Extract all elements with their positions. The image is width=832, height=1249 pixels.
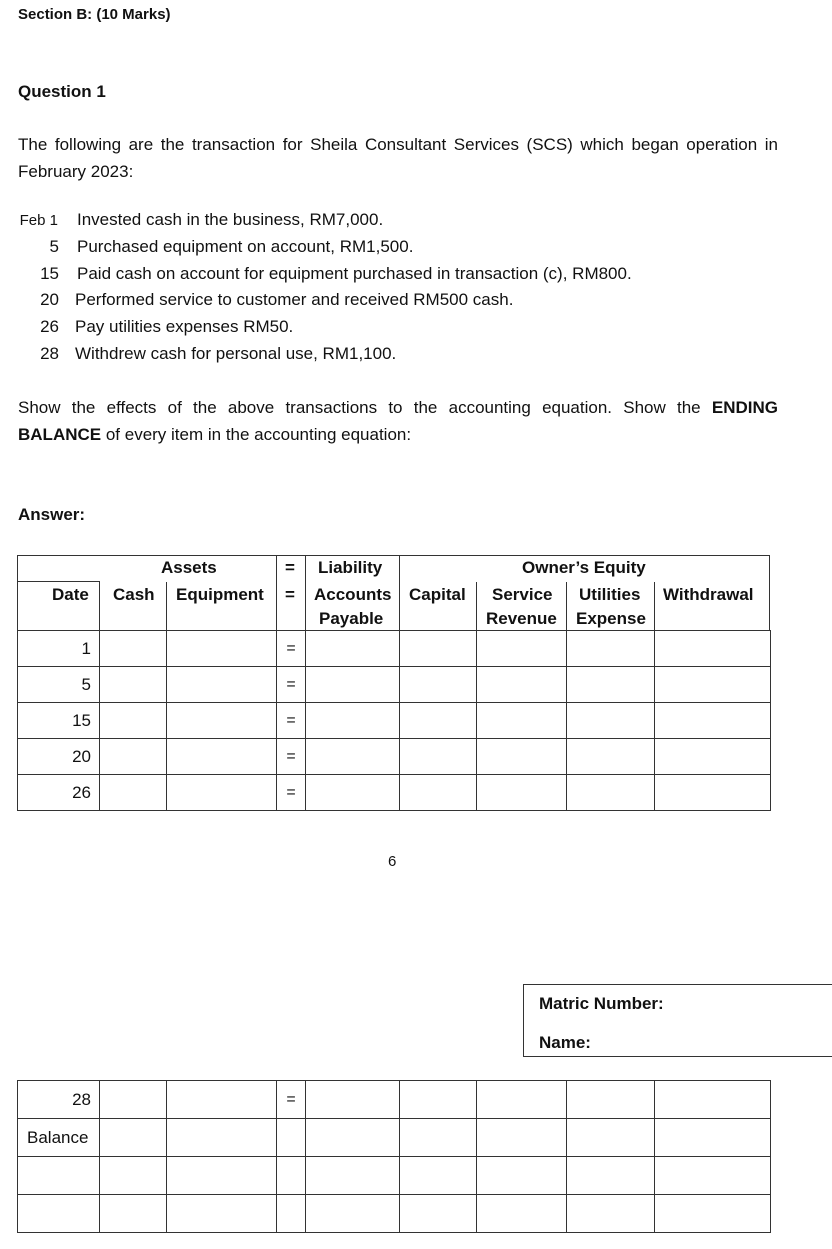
section-title: Section B: (10 Marks) [18, 6, 171, 23]
utilities-expense-cell[interactable] [567, 667, 655, 703]
equation-table-header [17, 555, 770, 631]
cash-cell[interactable] [100, 703, 167, 739]
accounts-header: Accounts [314, 585, 392, 604]
date-cell [18, 1157, 100, 1195]
date-cell: 26 [18, 775, 100, 811]
accounts-payable-cell[interactable] [306, 1119, 400, 1157]
service-revenue-cell[interactable] [477, 667, 567, 703]
page-number: 6 [388, 853, 397, 870]
transaction-text: Paid cash on account for equipment purchased in transaction (c), RM800. [77, 264, 632, 283]
cash-cell[interactable] [100, 739, 167, 775]
table-row [18, 775, 771, 811]
date-cell [18, 1195, 100, 1233]
service-revenue-cell[interactable] [477, 1081, 567, 1119]
equals-cell: = [277, 775, 306, 811]
owners-equity-header: Owner’s Equity [522, 558, 646, 577]
table-row [18, 1157, 771, 1195]
table-row [18, 631, 771, 667]
date-cell: 20 [18, 739, 100, 775]
equipment-cell[interactable] [167, 1157, 277, 1195]
equals-cell: = [277, 631, 306, 667]
matric-number-label: Matric Number: [539, 994, 664, 1013]
capital-cell[interactable] [400, 1081, 477, 1119]
transaction-day: 15 [40, 264, 59, 283]
equals-cell: = [277, 739, 306, 775]
withdrawal-cell[interactable] [655, 703, 771, 739]
service-revenue-cell[interactable] [477, 1157, 567, 1195]
date-cell: 1 [18, 631, 100, 667]
capital-cell[interactable] [400, 1157, 477, 1195]
cash-cell[interactable] [100, 1119, 167, 1157]
equals-cell [277, 1119, 306, 1157]
withdrawal-cell[interactable] [655, 1119, 771, 1157]
service-header: Service [492, 585, 553, 604]
assets-header: Assets [161, 558, 217, 577]
service-revenue-cell[interactable] [477, 775, 567, 811]
transaction-text: Purchased equipment on account, RM1,500. [77, 237, 414, 256]
cash-cell[interactable] [100, 1157, 167, 1195]
cash-cell[interactable] [100, 1081, 167, 1119]
table-row [18, 1195, 771, 1233]
table-row [18, 703, 771, 739]
equals-cell: = [277, 667, 306, 703]
utilities-expense-cell[interactable] [567, 631, 655, 667]
table-row [18, 1081, 771, 1119]
transaction-text: Pay utilities expenses RM50. [75, 317, 294, 336]
equipment-cell[interactable] [167, 1081, 277, 1119]
expense-header: Expense [576, 609, 646, 628]
utilities-expense-cell[interactable] [567, 1119, 655, 1157]
accounts-payable-cell[interactable] [306, 631, 400, 667]
capital-cell[interactable] [400, 1195, 477, 1233]
accounts-payable-cell[interactable] [306, 739, 400, 775]
withdrawal-cell[interactable] [655, 775, 771, 811]
equation-table-continued [17, 1080, 771, 1233]
question-title: Question 1 [18, 82, 106, 101]
table-row [18, 739, 771, 775]
date-cell: 5 [18, 667, 100, 703]
date-header: Date [52, 585, 89, 604]
accounts-payable-cell[interactable] [306, 667, 400, 703]
equipment-cell[interactable] [167, 703, 277, 739]
revenue-header: Revenue [486, 609, 557, 628]
withdrawal-header: Withdrawal [663, 585, 754, 604]
liability-header: Liability [318, 558, 383, 577]
equipment-cell[interactable] [167, 775, 277, 811]
withdrawal-cell[interactable] [655, 1081, 771, 1119]
instruction-text-end: of every item in the accounting equation: [101, 425, 412, 444]
equals-cell: = [277, 703, 306, 739]
student-info-box [523, 984, 832, 1057]
equipment-cell[interactable] [167, 739, 277, 775]
instruction-paragraph [18, 394, 778, 448]
withdrawal-cell[interactable] [655, 1195, 771, 1233]
capital-header: Capital [409, 585, 466, 604]
transaction-text: Performed service to customer and received RM500 cash. [75, 290, 514, 309]
answer-label: Answer: [18, 505, 86, 524]
transaction-day: 5 [49, 237, 59, 256]
balance-label: Balance [18, 1119, 100, 1157]
utilities-expense-cell[interactable] [567, 703, 655, 739]
transaction-text: Invested cash in the business, RM7,000. [77, 210, 384, 229]
utilities-expense-cell[interactable] [567, 775, 655, 811]
equipment-cell[interactable] [167, 667, 277, 703]
withdrawal-cell[interactable] [655, 631, 771, 667]
date-cell: 28 [18, 1081, 100, 1119]
accounts-payable-cell[interactable] [306, 703, 400, 739]
utilities-expense-cell[interactable] [567, 739, 655, 775]
cash-header: Cash [113, 585, 155, 604]
transaction-day: 26 [40, 317, 59, 336]
equals-cell [277, 1195, 306, 1233]
equals-cell: = [277, 1081, 306, 1119]
equipment-cell[interactable] [167, 631, 277, 667]
service-revenue-cell[interactable] [477, 1195, 567, 1233]
accounts-payable-cell[interactable] [306, 775, 400, 811]
service-revenue-cell[interactable] [477, 739, 567, 775]
cash-cell[interactable] [100, 667, 167, 703]
name-label: Name: [539, 1033, 591, 1052]
capital-cell[interactable] [400, 739, 477, 775]
utilities-expense-cell[interactable] [567, 1081, 655, 1119]
cash-cell[interactable] [100, 775, 167, 811]
accounts-payable-cell[interactable] [306, 1157, 400, 1195]
withdrawal-cell[interactable] [655, 739, 771, 775]
date-cell: 15 [18, 703, 100, 739]
transaction-text: Withdrew cash for personal use, RM1,100. [75, 344, 397, 363]
accounts-payable-cell[interactable] [306, 1081, 400, 1119]
transaction-day: 20 [40, 290, 59, 309]
transaction-day: 28 [40, 344, 59, 363]
transaction-day: Feb 1 [19, 212, 58, 229]
equals-sign: = [285, 585, 295, 604]
capital-cell[interactable] [400, 1119, 477, 1157]
instruction-emphasis: ENDING BALANCE [18, 398, 778, 444]
capital-cell[interactable] [400, 703, 477, 739]
table-row [18, 667, 771, 703]
accounts-payable-cell[interactable] [306, 1195, 400, 1233]
capital-cell[interactable] [400, 631, 477, 667]
equation-table-body [17, 630, 771, 811]
cash-cell[interactable] [100, 1195, 167, 1233]
equipment-cell[interactable] [167, 1119, 277, 1157]
capital-cell[interactable] [400, 667, 477, 703]
service-revenue-cell[interactable] [477, 631, 567, 667]
withdrawal-cell[interactable] [655, 1157, 771, 1195]
equals-cell [277, 1157, 306, 1195]
utilities-expense-cell[interactable] [567, 1157, 655, 1195]
instruction-text: Show the effects of the above transactions to the accounting equation. Show the [18, 398, 712, 417]
cash-cell[interactable] [100, 631, 167, 667]
service-revenue-cell[interactable] [477, 1119, 567, 1157]
service-revenue-cell[interactable] [477, 703, 567, 739]
balance-row [18, 1119, 771, 1157]
intro-paragraph: The following are the transaction for Sheila Consultant Services (SCS) which began operation in February 2023: [18, 135, 778, 181]
utilities-header: Utilities [579, 585, 641, 604]
withdrawal-cell[interactable] [655, 667, 771, 703]
equipment-cell[interactable] [167, 1195, 277, 1233]
utilities-expense-cell[interactable] [567, 1195, 655, 1233]
payable-header: Payable [319, 609, 384, 628]
capital-cell[interactable] [400, 775, 477, 811]
equipment-header: Equipment [176, 585, 264, 604]
equals-sign: = [285, 558, 295, 577]
